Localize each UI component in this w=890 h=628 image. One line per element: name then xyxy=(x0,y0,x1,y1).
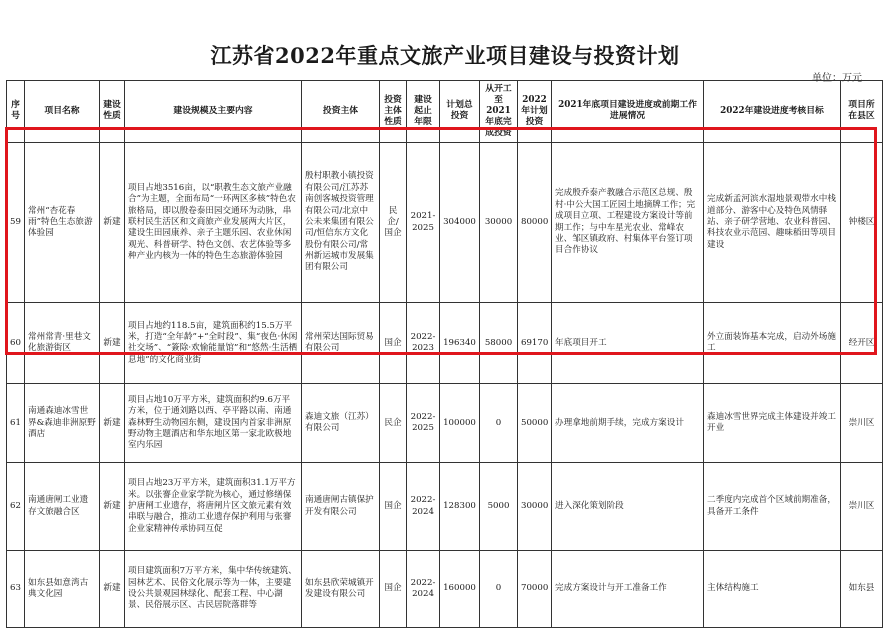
cell-seq: 60 xyxy=(7,303,25,384)
cell-nature: 新建 xyxy=(100,463,125,551)
investment-plan-table xyxy=(6,80,883,628)
cell-scale: 项目建筑面积7万平方米，集中华传统建筑、园林艺术、民俗文化展示等为一体，主要建设公共景观园林绿化、配套工程、中心湖景、民俗展示区、古民居院落群等 xyxy=(125,551,302,628)
header-nature: 建设性质 xyxy=(100,81,125,143)
cell-investor: 南通唐闸古镇保护开发有限公司 xyxy=(302,463,380,551)
table-row xyxy=(7,384,883,463)
cell-done2021: 5000 xyxy=(480,463,518,551)
cell-district: 如东县 xyxy=(841,551,883,628)
header-plan2022: 2022年计划投资 xyxy=(518,81,552,143)
cell-name: 南通唐闸工业遗存文旅融合区 xyxy=(25,463,100,551)
cell-scale: 项目占地10万平方米，建筑面积约9.6万平方米，位于通刘路以西、亭平路以南、南通森林野生动物园东侧，建设国内首家非洲原野动物主题酒店和华东地区第一家北欧极地室内乐园 xyxy=(125,384,302,463)
header-progress2021: 2021年底项目建设进度或前期工作进展情况 xyxy=(552,81,704,143)
header-period: 建设起止年限 xyxy=(407,81,440,143)
header-scale: 建设规模及主要内容 xyxy=(125,81,302,143)
cell-plan2022: 50000 xyxy=(518,384,552,463)
cell-plan2022: 70000 xyxy=(518,551,552,628)
cell-seq: 63 xyxy=(7,551,25,628)
cell-name: 常州“杏花春雨”特色生态旅游体验园 xyxy=(25,142,100,302)
cell-progress2021: 完成殷乔泰产教融合示范区总规、殷村·中公大国工匠园土地摘牌工作；完成项目立项、工程建设方案设计等前期工作；与中车星光农业、常峰农业、邹区镇政府、村集体平台签订项目合作协议 xyxy=(552,142,704,302)
cell-total: 100000 xyxy=(440,384,480,463)
cell-target2022: 森迪冰雪世界完成主体建设并竣工开业 xyxy=(704,384,841,463)
cell-name: 常州常青·里巷文化旅游街区 xyxy=(25,303,100,384)
document-title: 江苏省2022年重点文旅产业项目建设与投资计划 xyxy=(210,43,680,68)
cell-seq: 62 xyxy=(7,463,25,551)
cell-done2021: 58000 xyxy=(480,303,518,384)
cell-period: 2021-2025 xyxy=(407,142,440,302)
cell-nature: 新建 xyxy=(100,551,125,628)
cell-target2022: 外立面装饰基本完成，启动外场施工 xyxy=(704,303,841,384)
cell-investor-type: 民企 xyxy=(380,384,407,463)
cell-progress2021: 进入深化策划阶段 xyxy=(552,463,704,551)
cell-investor-type: 民企/国企 xyxy=(380,142,407,302)
cell-name: 如东县如意湾古典文化园 xyxy=(25,551,100,628)
cell-plan2022: 69170 xyxy=(518,303,552,384)
cell-nature: 新建 xyxy=(100,142,125,302)
table-row xyxy=(7,303,883,384)
header-done2021: 从开工至2021年底完成投资 xyxy=(480,81,518,143)
cell-total: 128300 xyxy=(440,463,480,551)
cell-investor: 森迪文旅（江苏）有限公司 xyxy=(302,384,380,463)
header-investor: 投资主体 xyxy=(302,81,380,143)
cell-progress2021: 办理拿地前期手续，完成方案设计 xyxy=(552,384,704,463)
header-total: 计划总投资 xyxy=(440,81,480,143)
cell-done2021: 0 xyxy=(480,551,518,628)
cell-period: 2022-2024 xyxy=(407,551,440,628)
cell-progress2021: 年底项目开工 xyxy=(552,303,704,384)
cell-target2022: 主体结构施工 xyxy=(704,551,841,628)
cell-nature: 新建 xyxy=(100,384,125,463)
cell-done2021: 30000 xyxy=(480,142,518,302)
cell-seq: 61 xyxy=(7,384,25,463)
cell-investor-type: 国企 xyxy=(380,303,407,384)
cell-district: 经开区 xyxy=(841,303,883,384)
table-row xyxy=(7,463,883,551)
cell-total: 304000 xyxy=(440,142,480,302)
cell-district: 钟楼区 xyxy=(841,142,883,302)
cell-investor: 殷村职教小镇投资有限公司/江苏苏南创客城投资管理有限公司/北京中公未来集团有限公司/恒信东方文化股份有限公司/常州新运城市发展集团有限公司 xyxy=(302,142,380,302)
cell-seq: 59 xyxy=(7,142,25,302)
header-name: 项目名称 xyxy=(25,81,100,143)
cell-progress2021: 完成方案设计与开工准备工作 xyxy=(552,551,704,628)
cell-period: 2022-2025 xyxy=(407,384,440,463)
cell-scale: 项目占地3516亩，以“职教生态文旅产业融合”为主题，全面布局“一环两区多核”特色农旅格局，即以殷卷泰田园交通环为动脉，串联村民生活区和文商旅产业发展两大片区，建设生田园康养、亲子主题乐园、农业休闲观光、科普研学、特色文创、农艺体验等多种产业内核为一体的特色生态旅游体验园 xyxy=(125,142,302,302)
cell-scale: 项目占地23万平方米，建筑面积31.1万平方米。以张謇企业家学院为核心，通过修缮保护唐闸工业遗存，将唐闸片区文旅元素有效串联与融合，推动工业遗存保护利用与张謇企业家精神传承协同互促 xyxy=(125,463,302,551)
cell-total: 196340 xyxy=(440,303,480,384)
header-district: 项目所在县区 xyxy=(841,81,883,143)
header-target2022: 2022年建设进度考核目标 xyxy=(704,81,841,143)
cell-district: 崇川区 xyxy=(841,384,883,463)
cell-target2022: 完成新孟河滨水湿地景观带水中栈道部分、游客中心及特色风情驿站、亲子研学营地、农业科普园、科技农业示范园、趣味稻田等项目建设 xyxy=(704,142,841,302)
cell-investor-type: 国企 xyxy=(380,551,407,628)
table-header-row xyxy=(7,81,883,143)
table-row xyxy=(7,142,883,302)
cell-nature: 新建 xyxy=(100,303,125,384)
cell-period: 2022-2023 xyxy=(407,303,440,384)
cell-total: 160000 xyxy=(440,551,480,628)
cell-period: 2022-2024 xyxy=(407,463,440,551)
unit-label: 单位：万元 xyxy=(812,73,862,84)
cell-investor: 常州荣达国际贸易有限公司 xyxy=(302,303,380,384)
cell-name: 南通森迪冰雪世界&森迪非洲原野酒店 xyxy=(25,384,100,463)
cell-district: 崇川区 xyxy=(841,463,883,551)
cell-investor-type: 国企 xyxy=(380,463,407,551)
cell-plan2022: 30000 xyxy=(518,463,552,551)
cell-done2021: 0 xyxy=(480,384,518,463)
header-investor-type: 投资主体性质 xyxy=(380,81,407,143)
cell-plan2022: 80000 xyxy=(518,142,552,302)
header-seq: 序号 xyxy=(7,81,25,143)
cell-scale: 项目占地约118.5亩，建筑面积约15.5万平米，打造“全年龄”+“全时段”、集“夜色·休闲社交场”、“簽除·欢愉能量馆”和“悠然·生活栖息地”的文化商业街 xyxy=(125,303,302,384)
cell-target2022: 二季度内完成首个区域前期准备，具备开工条件 xyxy=(704,463,841,551)
table-row xyxy=(7,551,883,628)
cell-investor: 如东县欣荣城镇开发建设有限公司 xyxy=(302,551,380,628)
